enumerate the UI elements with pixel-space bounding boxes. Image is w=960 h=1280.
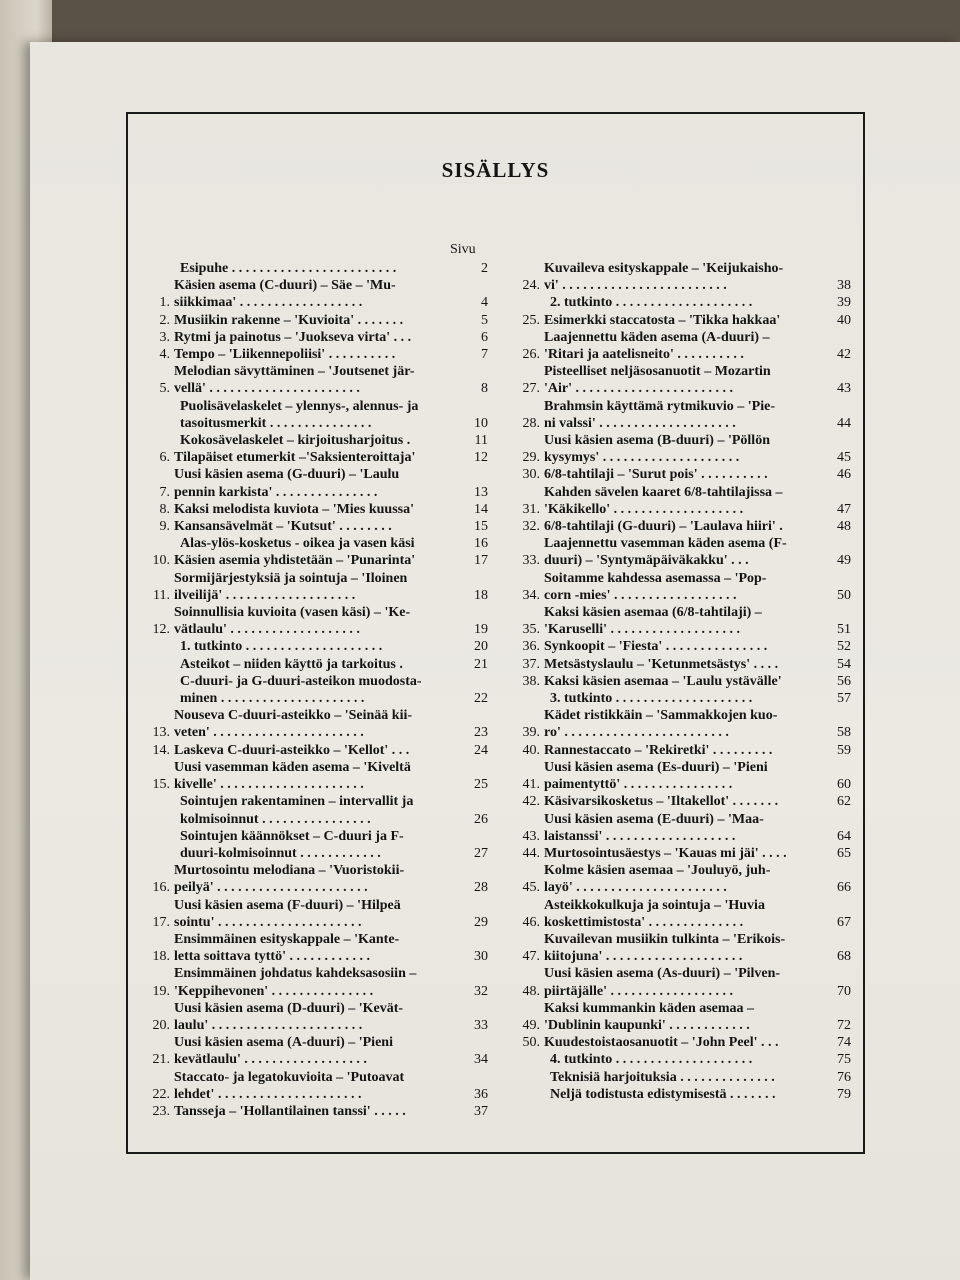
toc-entry xyxy=(506,1069,851,1086)
toc-entry xyxy=(136,1034,488,1068)
toc-entry xyxy=(136,570,488,604)
toc-entry xyxy=(506,862,851,896)
toc-entry xyxy=(506,811,851,845)
toc-entry xyxy=(506,484,851,518)
toc-entry-title: Uusi käsien asema (As-duuri) – 'Pilven- piirtäjälle' . . . . . . . . . . . . . . . . . . xyxy=(544,966,781,999)
toc-entry xyxy=(136,466,488,500)
toc-entry xyxy=(506,965,851,999)
toc-entry-title: Kokosävelaskelet – kirjoitusharjoitus . xyxy=(180,433,411,449)
toc-entry-title: Käsivarsikosketus – 'Iltakellot' . . . . . . . xyxy=(544,794,779,810)
toc-entry-title: Käsien asemia yhdistetään – 'Punarinta' xyxy=(174,553,416,569)
toc-entry-title: 3. tutkinto . . . . . . . . . . . . . . . . . . . . xyxy=(550,691,753,707)
toc-entry-page: 49 xyxy=(837,553,851,569)
toc-entry xyxy=(506,673,851,690)
toc-entry-page: 68 xyxy=(837,949,851,965)
toc-entry-title: 6/8-tahtilaji (G-duuri) – 'Laulava hiiri' . xyxy=(544,519,783,535)
toc-entry-number: 45. xyxy=(522,880,540,896)
toc-entry xyxy=(136,535,488,552)
toc-entry-page: 52 xyxy=(837,639,851,655)
toc-entry xyxy=(506,518,851,535)
toc-entry-title: Kuvailevan musiikin tulkinta – 'Erikois- kiitojuna' . . . . . . . . . . . . . . . . . . . . xyxy=(544,931,786,965)
toc-entry-number: 18. xyxy=(152,949,170,965)
toc-entry-number: 41. xyxy=(522,777,540,793)
toc-entry-number: 11. xyxy=(153,587,170,603)
toc-entry-number: 42. xyxy=(522,794,540,810)
toc-entry-page: 12 xyxy=(474,450,488,466)
toc-entry-page: 42 xyxy=(837,347,851,363)
toc-entry-title: Uusi käsien asema (D-duuri) – 'Kevät- laulu' . . . . . . . . . . . . . . . . . . . . . . xyxy=(174,1000,404,1033)
toc-entry-title: Uusi käsien asema (F-duuri) – 'Hilpeä sointu' . . . . . . . . . . . . . . . . . . . . . xyxy=(174,897,401,930)
toc-entry xyxy=(136,363,488,397)
toc-entry-number: 15. xyxy=(152,777,170,793)
toc-entry-number: 49. xyxy=(522,1017,540,1033)
toc-entry xyxy=(506,329,851,363)
toc-entry xyxy=(136,965,488,999)
toc-entry-page: 6 xyxy=(481,329,488,345)
toc-entry-number: 3. xyxy=(159,329,170,345)
toc-entry-number: 48. xyxy=(522,983,540,999)
toc-entry-number: 39. xyxy=(522,725,540,741)
toc-entry xyxy=(136,277,488,311)
page-title: SISÄLLYS xyxy=(441,158,550,182)
toc-entry xyxy=(506,570,851,604)
toc-entry-page: 19 xyxy=(474,622,488,638)
toc-entry-page: 15 xyxy=(474,519,488,535)
toc-entry-page: 32 xyxy=(474,983,488,999)
toc-entry-number: 4. xyxy=(159,347,170,363)
toc-entry xyxy=(506,398,851,432)
toc-entry-page: 5 xyxy=(481,312,488,328)
toc-entry xyxy=(506,1051,851,1068)
toc-entry xyxy=(136,1000,488,1034)
book-page xyxy=(30,42,960,1280)
toc-entry-number: 24. xyxy=(522,278,540,294)
toc-entry-number: 12. xyxy=(152,622,170,638)
toc-entry-title: 1. tutkinto . . . . . . . . . . . . . . . . . . . . xyxy=(180,639,383,655)
toc-entry-title: Tempo – 'Liikennepoliisi' . . . . . . . . . . xyxy=(174,347,396,363)
toc-entry-page: 39 xyxy=(837,295,851,311)
toc-entry-title: Kaksi käsien asemaa (6/8-tahtilaji) – 'Karuselli' . . . . . . . . . . . . . . . . . . . xyxy=(544,605,762,638)
toc-entry xyxy=(136,656,488,673)
toc-entry xyxy=(506,793,851,810)
toc-entry-page: 30 xyxy=(474,949,488,965)
toc-entry xyxy=(136,398,488,432)
toc-entry-page: 64 xyxy=(837,828,851,844)
toc-entry-number: 26. xyxy=(522,347,540,363)
toc-entry-page: 21 xyxy=(474,656,488,672)
toc-entry xyxy=(506,1034,851,1051)
toc-entry-page: 72 xyxy=(837,1017,851,1033)
toc-entry xyxy=(136,1103,488,1120)
toc-entry-page: 26 xyxy=(474,811,488,827)
toc-entry xyxy=(506,656,851,673)
toc-entry xyxy=(136,604,488,638)
toc-entry-number: 35. xyxy=(522,622,540,638)
toc-entry xyxy=(506,604,851,638)
toc-entry-number: 33. xyxy=(522,553,540,569)
toc-entry-number: 46. xyxy=(522,914,540,930)
toc-entry-title: Uusi käsien asema (A-duuri) – 'Pieni kevätlaulu' . . . . . . . . . . . . . . . . . . xyxy=(174,1035,393,1068)
toc-entry-page: 8 xyxy=(481,381,488,397)
toc-entry xyxy=(136,638,488,655)
toc-entry-title: Sointujen käännökset – C-duuri ja F- duuri-kolmisoinnut . . . . . . . . . . . . xyxy=(180,828,404,861)
toc-entry-title: Tilapäiset etumerkit –'Saksienteroittaja' xyxy=(174,450,416,466)
toc-entry-title: Uusi vasemman käden asema – 'Kiveltä kivelle' . . . . . . . . . . . . . . . . . . . . . xyxy=(174,759,411,793)
toc-entry-page: 74 xyxy=(837,1035,851,1051)
toc-entry-title: Sormijärjestyksiä ja sointuja – 'Iloinen ilveilijä' . . . . . . . . . . . . . . . . . . . xyxy=(174,570,408,603)
toc-entry-number: 28. xyxy=(522,415,540,431)
toc-entry-title: Kaksi käsien asemaa – 'Laulu ystävälle' xyxy=(544,673,782,689)
toc-entry-title: Sointujen rakentaminen – intervallit ja kolmisoinnut . . . . . . . . . . . . . . . . xyxy=(180,794,414,827)
toc-entry-title: Kansansävelmät – 'Kutsut' . . . . . . . . xyxy=(174,519,392,535)
toc-entry xyxy=(506,466,851,483)
toc-entry xyxy=(136,449,488,466)
toc-entry-title: C-duuri- ja G-duuri-asteikon muodosta- minen . . . . . . . . . . . . . . . . . . . . . xyxy=(180,673,422,707)
toc-entry-page: 11 xyxy=(474,433,488,449)
toc-entry xyxy=(506,260,851,294)
toc-entry-page: 28 xyxy=(474,880,488,896)
toc-entry-title: Uusi käsien asema (B-duuri) – 'Pöllön kysymys' . . . . . . . . . . . . . . . . . . . . xyxy=(544,433,770,466)
toc-entry-title: Teknisiä harjoituksia . . . . . . . . . . . . . . xyxy=(550,1069,775,1085)
toc-entry xyxy=(136,931,488,965)
toc-entry-title: Rytmi ja painotus – 'Juokseva virta' . . . xyxy=(174,329,412,345)
toc-entry-number: 37. xyxy=(522,656,540,672)
toc-entry-number: 38. xyxy=(522,673,540,689)
toc-entry-number: 20. xyxy=(152,1017,170,1033)
toc-entry-title: Alas-ylös-kosketus - oikea ja vasen käsi xyxy=(180,536,415,552)
toc-entry-page: 29 xyxy=(474,914,488,930)
toc-entry xyxy=(136,828,488,862)
toc-entry xyxy=(136,793,488,827)
toc-entry-page: 59 xyxy=(837,742,851,758)
toc-entry-title: Ensimmäinen johdatus kahdeksasosiin – 'Keppihevonen' . . . . . . . . . . . . . . . xyxy=(174,966,417,999)
toc-entry-title: Kaksi melodista kuviota – 'Mies kuussa' xyxy=(174,501,414,517)
toc-entry-title: 6/8-tahtilaji – 'Surut pois' . . . . . . . . . . xyxy=(544,467,768,483)
toc-entry-title: Uusi käsien asema (G-duuri) – 'Laulu pennin karkista' . . . . . . . . . . . . . . . xyxy=(174,467,400,500)
toc-entry-title: Murtosointu melodiana – 'Vuoristokii- peilyä' . . . . . . . . . . . . . . . . . . . . . . xyxy=(174,863,405,896)
toc-entry-number: 2. xyxy=(159,312,170,328)
toc-entry xyxy=(136,518,488,535)
toc-entry-page: 48 xyxy=(837,519,851,535)
toc-entry xyxy=(506,931,851,965)
toc-entry-number: 1. xyxy=(159,295,170,311)
toc-entry-title: Melodian sävyttäminen – 'Joutsenet jär- vellä' . . . . . . . . . . . . . . . . . . . . . . xyxy=(174,364,415,397)
toc-entry-title: Staccato- ja legatokuvioita – 'Putoavat lehdet' . . . . . . . . . . . . . . . . . . . . . xyxy=(174,1069,405,1102)
toc-entry-page: 37 xyxy=(474,1103,488,1119)
contents-left-column xyxy=(136,260,488,1120)
toc-entry-title: Laskeva C-duuri-asteikko – 'Kellot' . . . xyxy=(174,742,410,758)
toc-entry xyxy=(506,742,851,759)
toc-entry-page: 36 xyxy=(474,1086,488,1102)
toc-entry-page: 76 xyxy=(837,1069,851,1085)
toc-entry-page: 34 xyxy=(474,1052,488,1068)
toc-entry-number: 25. xyxy=(522,312,540,328)
toc-entry-page: 10 xyxy=(474,415,488,431)
toc-entry xyxy=(136,329,488,346)
toc-entry-title: 2. tutkinto . . . . . . . . . . . . . . . . . . . . xyxy=(550,295,753,311)
toc-entry-number: 21. xyxy=(152,1052,170,1068)
toc-entry-number: 19. xyxy=(152,983,170,999)
page-column-label: Sivu xyxy=(450,242,476,257)
toc-entry-number: 47. xyxy=(522,949,540,965)
toc-entry xyxy=(506,707,851,741)
toc-entry-page: 4 xyxy=(481,295,488,311)
toc-entry-page: 66 xyxy=(837,880,851,896)
toc-entry-page: 60 xyxy=(837,777,851,793)
toc-entry-number: 14. xyxy=(152,742,170,758)
toc-entry-page: 57 xyxy=(837,691,851,707)
toc-entry xyxy=(136,260,488,277)
toc-entry xyxy=(506,897,851,931)
toc-entry-page: 18 xyxy=(474,587,488,603)
toc-entry-title: Puolisävelaskelet – ylennys-, alennus- ja tasoitusmerkit . . . . . . . . . . . . . . . xyxy=(180,398,419,431)
toc-entry-page: 75 xyxy=(837,1052,851,1068)
toc-entry xyxy=(136,312,488,329)
toc-entry xyxy=(136,759,488,793)
toc-entry-number: 10. xyxy=(152,553,170,569)
toc-entry-page: 16 xyxy=(474,536,488,552)
toc-entry-title: Kuudestoistaosanuotit – 'John Peel' . . . xyxy=(544,1035,779,1051)
toc-entry-number: 30. xyxy=(522,467,540,483)
toc-entry xyxy=(506,1086,851,1103)
toc-entry-page: 44 xyxy=(837,415,851,431)
toc-entry-page: 51 xyxy=(837,622,851,638)
toc-entry-page: 25 xyxy=(474,777,488,793)
toc-entry-title: Murtosointusäestys – 'Kauas mi jäi' . . . . xyxy=(544,845,787,861)
toc-entry-title: Laajennettu vasemman käden asema (F- duuri) – 'Syntymäpäiväkakku' . . . xyxy=(544,536,787,569)
toc-entry-page: 13 xyxy=(474,484,488,500)
toc-entry-page: 70 xyxy=(837,983,851,999)
toc-entry-page: 47 xyxy=(837,501,851,517)
toc-entry xyxy=(136,707,488,741)
toc-entry-number: 8. xyxy=(159,501,170,517)
toc-entry xyxy=(136,897,488,931)
toc-entry-number: 29. xyxy=(522,450,540,466)
toc-entry xyxy=(506,312,851,329)
toc-entry-number: 5. xyxy=(159,381,170,397)
toc-entry xyxy=(506,759,851,793)
toc-entry-number: 9. xyxy=(159,519,170,535)
toc-entry xyxy=(506,845,851,862)
toc-entry-title: Käsien asema (C-duuri) – Säe – 'Mu- siikkimaa' . . . . . . . . . . . . . . . . . . xyxy=(174,278,396,311)
toc-entry-number: 22. xyxy=(152,1086,170,1102)
toc-entry-page: 7 xyxy=(481,347,488,363)
toc-entry-title: Pisteelliset neljäsosanuotit – Mozartin 'Air' . . . . . . . . . . . . . . . . . . . . . . . xyxy=(544,364,771,397)
toc-entry-page: 14 xyxy=(474,501,488,517)
toc-entry xyxy=(136,501,488,518)
toc-entry xyxy=(506,535,851,569)
toc-entry-title: Rannestaccato – 'Rekiretki' . . . . . . . . . xyxy=(544,742,773,758)
toc-entry-page: 27 xyxy=(474,845,488,861)
toc-entry-page: 45 xyxy=(837,450,851,466)
toc-entry-page: 23 xyxy=(474,725,488,741)
toc-entry xyxy=(506,690,851,707)
toc-entry-title: Tansseja – 'Hollantilainen tanssi' . . . . . xyxy=(174,1103,406,1119)
toc-entry-title: Kahden sävelen kaaret 6/8-tahtilajissa – 'Käkikello' . . . . . . . . . . . . . . . . . . . xyxy=(544,484,783,517)
toc-entry-title: Asteikot – niiden käyttö ja tarkoitus . xyxy=(180,656,403,672)
toc-entry-page: 24 xyxy=(474,742,488,758)
toc-entry xyxy=(136,742,488,759)
toc-entry-page: 54 xyxy=(837,656,851,672)
toc-entry-title: Asteikkokulkuja ja sointuja – 'Huvia koskettimistosta' . . . . . . . . . . . . . . xyxy=(544,897,765,930)
toc-entry-title: Metsästyslaulu – 'Ketunmetsästys' . . . . xyxy=(544,656,779,672)
toc-entry-number: 50. xyxy=(522,1035,540,1051)
toc-entry-page: 43 xyxy=(837,381,851,397)
toc-entry-title: 4. tutkinto . . . . . . . . . . . . . . . . . . . . xyxy=(550,1052,753,1068)
toc-entry-title: Synkoopit – 'Fiesta' . . . . . . . . . . . . . . . xyxy=(544,639,768,655)
toc-entry xyxy=(136,346,488,363)
toc-entry xyxy=(506,432,851,466)
toc-entry-page: 56 xyxy=(837,673,851,689)
toc-entry-number: 31. xyxy=(522,501,540,517)
toc-entry-number: 16. xyxy=(152,880,170,896)
toc-entry-title: Brahmsin käyttämä rytmikuvio – 'Pie- ni valssi' . . . . . . . . . . . . . . . . . . . . xyxy=(544,398,775,431)
toc-entry-title: Soitamme kahdessa asemassa – 'Pop- corn -mies' . . . . . . . . . . . . . . . . . . xyxy=(544,570,767,603)
toc-entry-title: Neljä todistusta edistymisestä . . . . . . . xyxy=(550,1086,776,1102)
toc-entry xyxy=(506,363,851,397)
toc-entry-number: 17. xyxy=(152,914,170,930)
toc-entry-page: 22 xyxy=(474,691,488,707)
toc-entry-title: Uusi käsien asema (Es-duuri) – 'Pieni paimentyttö' . . . . . . . . . . . . . . . . xyxy=(544,759,768,793)
toc-entry-title: Soinnullisia kuvioita (vasen käsi) – 'Ke- vätlaulu' . . . . . . . . . . . . . . . . . . . xyxy=(174,605,411,638)
toc-entry-page: 17 xyxy=(474,553,488,569)
toc-entry-title: Ensimmäinen esityskappale – 'Kante- letta soittava tyttö' . . . . . . . . . . . . xyxy=(174,931,400,965)
toc-entry-title: Uusi käsien asema (E-duuri) – 'Maa- laistanssi' . . . . . . . . . . . . . . . . . . . xyxy=(544,811,764,844)
toc-entry-page: 67 xyxy=(837,914,851,930)
toc-entry-page: 40 xyxy=(837,312,851,328)
toc-entry-title: Nouseva C-duuri-asteikko – 'Seinää kii- veten' . . . . . . . . . . . . . . . . . . . . . . xyxy=(174,708,413,741)
toc-entry-page: 62 xyxy=(837,794,851,810)
toc-entry xyxy=(136,552,488,569)
toc-entry-title: Kolme käsien asemaa – 'Jouluyö, juh- layö' . . . . . . . . . . . . . . . . . . . . . . xyxy=(544,863,771,896)
toc-entry-number: 6. xyxy=(159,450,170,466)
toc-entry xyxy=(136,862,488,896)
toc-entry-title: Esipuhe . . . . . . . . . . . . . . . . . . . . . . . . xyxy=(180,261,397,276)
contents-right-column xyxy=(506,260,851,1103)
toc-entry-number: 32. xyxy=(522,519,540,535)
toc-entry-page: 2 xyxy=(481,261,488,276)
toc-entry-title: Kuvaileva esityskappale – 'Keijukaisho- vi' . . . . . . . . . . . . . . . . . . . . . . . . xyxy=(544,261,784,294)
toc-entry xyxy=(136,432,488,449)
toc-entry-title: Laajennettu käden asema (A-duuri) – 'Ritari ja aatelisneito' . . . . . . . . . . xyxy=(544,329,770,363)
toc-entry xyxy=(136,1069,488,1103)
toc-entry xyxy=(506,638,851,655)
toc-entry xyxy=(506,294,851,311)
toc-entry-page: 58 xyxy=(837,725,851,741)
toc-entry-page: 38 xyxy=(837,278,851,294)
toc-entry xyxy=(506,1000,851,1034)
toc-entry-number: 40. xyxy=(522,742,540,758)
toc-entry-page: 46 xyxy=(837,467,851,483)
toc-entry-number: 36. xyxy=(522,639,540,655)
toc-entry-number: 27. xyxy=(522,381,540,397)
toc-entry-title: Kädet ristikkäin – 'Sammakkojen kuo- ro' . . . . . . . . . . . . . . . . . . . . . . . . xyxy=(544,708,778,741)
toc-entry-number: 34. xyxy=(522,587,540,603)
toc-entry-number: 13. xyxy=(152,725,170,741)
toc-entry-page: 20 xyxy=(474,639,488,655)
toc-entry-title: Esimerkki staccatosta – 'Tikka hakkaa' xyxy=(544,312,781,328)
toc-entry-number: 23. xyxy=(152,1103,170,1119)
toc-entry-page: 33 xyxy=(474,1017,488,1033)
toc-entry xyxy=(136,673,488,707)
contents-frame xyxy=(126,112,865,1154)
toc-entry-page: 65 xyxy=(837,845,851,861)
toc-entry-title: Musiikin rakenne – 'Kuvioita' . . . . . . . xyxy=(174,312,404,328)
toc-entry-title: Kaksi kummankin käden asemaa – 'Dublinin kaupunki' . . . . . . . . . . . . xyxy=(544,1000,755,1033)
toc-entry-number: 44. xyxy=(522,845,540,861)
toc-entry-page: 79 xyxy=(837,1086,851,1102)
toc-entry-number: 43. xyxy=(522,828,540,844)
toc-entry-number: 7. xyxy=(159,484,170,500)
toc-entry-page: 50 xyxy=(837,587,851,603)
